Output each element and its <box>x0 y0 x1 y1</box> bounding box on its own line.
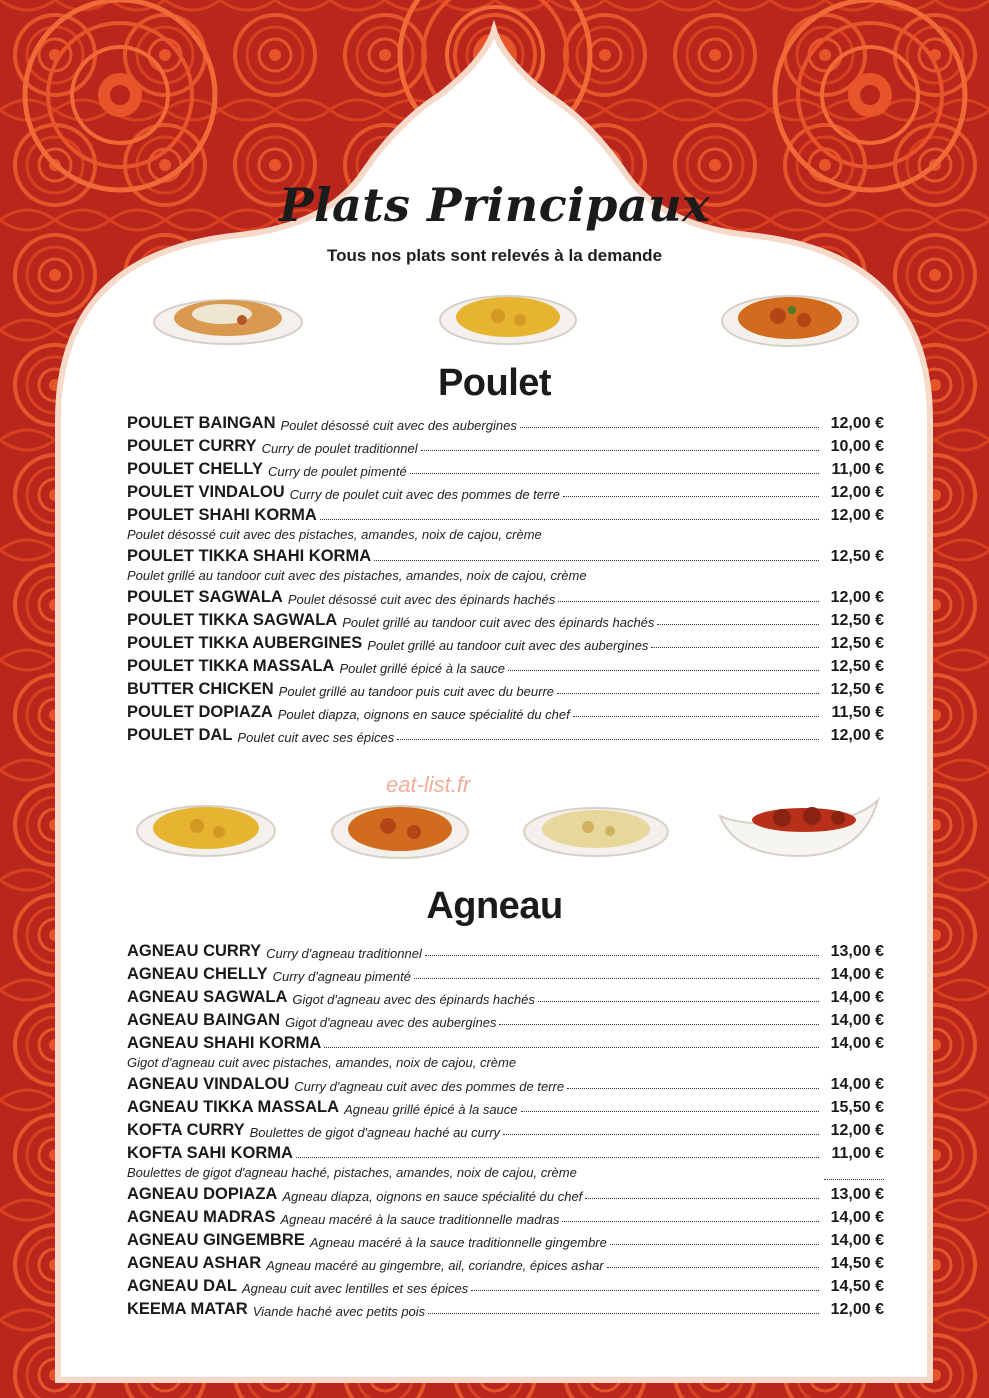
menu-item-row <box>127 1182 884 1204</box>
dot-leader <box>558 601 819 602</box>
menu-item-row <box>127 677 884 699</box>
dot-leader <box>607 1267 819 1268</box>
menu-item-row <box>127 1251 884 1273</box>
dot-leader <box>428 1313 819 1314</box>
menu-item-name: KOFTA CURRY <box>127 1121 245 1139</box>
dot-leader <box>414 978 819 979</box>
menu-item-row <box>127 1072 884 1094</box>
menu-item-price: 12,00 € <box>830 589 884 606</box>
dot-leader <box>573 716 819 717</box>
dot-leader <box>563 496 819 497</box>
section-title-poulet: Poulet <box>437 362 552 404</box>
menu-item-name: POULET TIKKA MASSALA <box>127 657 335 675</box>
menu-item-row <box>127 1008 884 1030</box>
dot-leader <box>557 693 819 694</box>
menu-item-name: POULET CURRY <box>127 437 257 455</box>
menu-item-price: 14,00 € <box>830 1209 884 1226</box>
menu-item-row <box>127 434 884 456</box>
menu-item-description: Poulet grillé épicé à la sauce <box>339 661 505 676</box>
menu-item-name: POULET SHAHI KORMA <box>127 506 317 524</box>
menu-item-description: Boulettes de gigot d'agneau haché au curry <box>249 1125 501 1140</box>
menu-item-row <box>127 1031 884 1053</box>
menu-item-row <box>127 723 884 745</box>
menu-item-subdescription: Poulet désossé cuit avec des pistaches, amandes, noix de cajou, crème <box>127 527 542 542</box>
dot-leader <box>425 955 819 956</box>
menu-item-name: POULET BAINGAN <box>127 414 276 432</box>
menu-item-price: 11,00 € <box>831 1145 884 1162</box>
menu-item-row <box>127 939 884 961</box>
menu-item-price: 15,50 € <box>830 1099 884 1116</box>
menu-item-description: Poulet désossé cuit avec des épinards hachés <box>287 592 556 607</box>
dot-leader <box>567 1088 819 1089</box>
menu-item-row <box>127 585 884 607</box>
menu-item-description: Poulet grillé au tandoor puis cuit avec du beurre <box>278 684 555 699</box>
menu-item-row <box>127 457 884 479</box>
menu-item-description: Poulet grillé au tandoor cuit avec des épinards hachés <box>342 615 655 630</box>
menu-item-description: Poulet cuit avec ses épices <box>237 730 395 745</box>
red-curry-dish-icon <box>720 286 860 352</box>
menu-item-description: Agneau macéré au gingembre, ail, coriandre, épices ashar <box>266 1258 604 1273</box>
menu-item-description: Poulet diapza, oignons en sauce spécialité du chef <box>277 707 570 722</box>
menu-item-price: 14,00 € <box>830 1076 884 1093</box>
menu-item-name: AGNEAU CURRY <box>127 942 262 960</box>
menu-item-price: 12,50 € <box>830 635 884 652</box>
yellow-curry-dish-icon <box>438 286 578 350</box>
menu-item-row <box>127 1141 884 1163</box>
menu-item-row <box>127 1228 884 1250</box>
menu-item-name: AGNEAU CHELLY <box>127 965 268 983</box>
dot-leader <box>503 1134 819 1135</box>
menu-item-price: 13,00 € <box>830 943 884 960</box>
menu-item-price: 12,50 € <box>830 658 884 675</box>
menu-item-subdescription: Boulettes de gigot d'agneau haché, pistaches, amandes, noix de cajou, crème <box>127 1165 884 1183</box>
dot-leader <box>320 519 819 520</box>
menu-item-price: 12,50 € <box>830 548 884 565</box>
menu-item-name: POULET SAGWALA <box>127 588 283 606</box>
menu-item-description: Gigot d'agneau avec des épinards hachés <box>292 992 535 1007</box>
dot-leader <box>508 670 819 671</box>
menu-item-description: Agneau macéré à la sauce traditionnelle madras <box>280 1212 560 1227</box>
menu-item-description: Agneau grillé épicé à la sauce <box>344 1102 518 1117</box>
menu-item-row <box>127 1274 884 1296</box>
menu-item-price: 12,00 € <box>830 415 884 432</box>
menu-item-price: 12,00 € <box>830 507 884 524</box>
section-title-agneau: Agneau <box>426 885 563 927</box>
menu-item-name: AGNEAU DAL <box>127 1277 237 1295</box>
menu-item-name: POULET TIKKA SHAHI KORMA <box>127 547 372 565</box>
menu-item-price: 14,00 € <box>830 1035 884 1052</box>
menu-item-price: 14,00 € <box>830 989 884 1006</box>
menu-item-description: Poulet grillé au tandoor cuit avec des aubergines <box>367 638 649 653</box>
menu-item-row <box>127 503 884 525</box>
page-subtitle: Tous nos plats sont relevés à la demande <box>326 246 663 265</box>
menu-item-price: 12,00 € <box>830 1301 884 1318</box>
menu-item-subdescription: Poulet grillé au tandoor cuit avec des pistaches, amandes, noix de cajou, crème <box>127 568 587 583</box>
menu-item-row <box>127 480 884 502</box>
menu-item-row <box>127 411 884 433</box>
menu-item-subdescription: Gigot d'agneau cuit avec pistaches, amandes, noix de cajou, crème <box>127 1055 517 1070</box>
rice-dish-icon <box>152 288 304 350</box>
menu-item-price: 14,00 € <box>830 1012 884 1029</box>
menu-item-row <box>127 1095 884 1117</box>
menu-item-description: Poulet désossé cuit avec des aubergines <box>280 418 517 433</box>
menu-item-description: Agneau macéré à la sauce traditionnelle gingembre <box>309 1235 607 1250</box>
menu-item-description: Curry d'agneau cuit avec des pommes de terre <box>294 1079 565 1094</box>
dot-leader <box>324 1047 819 1048</box>
dot-leader <box>562 1221 819 1222</box>
dot-leader <box>397 739 819 740</box>
menu-item-row <box>127 631 884 653</box>
menu-item-row <box>127 544 884 566</box>
dot-leader <box>651 647 819 648</box>
menu-item-row <box>127 1118 884 1140</box>
menu-item-name: AGNEAU ASHAR <box>127 1254 262 1272</box>
red-curry-dish-icon <box>330 796 470 864</box>
dot-leader <box>499 1024 819 1025</box>
menu-item-name: AGNEAU DOPIAZA <box>127 1185 278 1203</box>
dot-leader <box>657 624 819 625</box>
menu-item-price: 14,00 € <box>830 966 884 983</box>
menu-item-row <box>127 700 884 722</box>
menu-item-name: AGNEAU MADRAS <box>127 1208 276 1226</box>
dot-leader <box>421 450 819 451</box>
menu-item-name: AGNEAU VINDALOU <box>127 1075 290 1093</box>
menu-item-name: AGNEAU BAINGAN <box>127 1011 281 1029</box>
menu-item-name: POULET CHELLY <box>127 460 263 478</box>
menu-item-price: 12,00 € <box>830 727 884 744</box>
menu-item-row <box>127 1297 884 1319</box>
dot-leader <box>296 1157 819 1158</box>
menu-item-description: Agneau cuit avec lentilles et ses épices <box>242 1281 469 1296</box>
watermark: eat-list.fr <box>386 772 471 797</box>
menu-item-price: 11,50 € <box>831 704 884 721</box>
dot-leader <box>610 1244 819 1245</box>
dot-leader <box>410 473 819 474</box>
menu-item-name: AGNEAU SAGWALA <box>127 988 288 1006</box>
creamy-curry-dish-icon <box>522 798 670 862</box>
menu-item-price: 12,00 € <box>830 1122 884 1139</box>
menu-item-row <box>127 654 884 676</box>
menu-item-name: POULET DAL <box>127 726 233 744</box>
menu-item-name: POULET TIKKA SAGWALA <box>127 611 338 629</box>
menu-item-description: Curry de poulet cuit avec des pommes de terre <box>289 487 560 502</box>
page-title: Plats Principaux <box>278 178 711 232</box>
menu-item-price: 14,00 € <box>830 1232 884 1249</box>
menu-item-description: Gigot d'agneau avec des aubergines <box>285 1015 497 1030</box>
menu-item-row <box>127 608 884 630</box>
menu-item-description: Agneau diapza, oignons en sauce spécialité du chef <box>282 1189 583 1204</box>
menu-item-description: Curry de poulet pimenté <box>268 464 407 479</box>
menu-item-price: 12,50 € <box>830 681 884 698</box>
menu-item-name: POULET DOPIAZA <box>127 703 273 721</box>
menu-item-name: AGNEAU SHAHI KORMA <box>127 1034 322 1052</box>
menu-item-row <box>127 962 884 984</box>
menu-item-name: POULET TIKKA AUBERGINES <box>127 634 363 652</box>
menu-item-description: Curry d'agneau pimenté <box>272 969 411 984</box>
menu-item-name: AGNEAU GINGEMBRE <box>127 1231 305 1249</box>
menu-item-description: Curry de poulet traditionnel <box>261 441 418 456</box>
dot-leader <box>538 1001 819 1002</box>
menu-item-description: Viande haché avec petits pois <box>252 1304 426 1319</box>
menu-item-price: 10,00 € <box>830 438 884 455</box>
menu-item-price: 12,50 € <box>830 612 884 629</box>
menu-item-name: KEEMA MATAR <box>127 1300 248 1318</box>
dot-leader <box>585 1198 819 1199</box>
dot-leader <box>521 1111 819 1112</box>
menu-item-row <box>127 985 884 1007</box>
menu-item-description: Curry d'agneau traditionnel <box>266 946 422 961</box>
menu-item-name: BUTTER CHICKEN <box>127 680 274 698</box>
menu-item-price: 14,50 € <box>830 1255 884 1272</box>
dot-leader <box>471 1290 819 1291</box>
meatball-curry-dish-icon <box>716 786 882 860</box>
menu-item-price: 13,00 € <box>830 1186 884 1203</box>
menu-item-price: 11,00 € <box>831 461 884 478</box>
menu-item-name: AGNEAU TIKKA MASSALA <box>127 1098 340 1116</box>
dot-leader <box>520 427 819 428</box>
menu-item-name: POULET VINDALOU <box>127 483 285 501</box>
menu-item-name: KOFTA SAHI KORMA <box>127 1144 293 1162</box>
dot-leader <box>374 560 819 561</box>
yellow-curry-dish-icon <box>135 796 277 862</box>
menu-item-price: 14,50 € <box>830 1278 884 1295</box>
menu-item-price: 12,00 € <box>830 484 884 501</box>
menu-item-row <box>127 1205 884 1227</box>
